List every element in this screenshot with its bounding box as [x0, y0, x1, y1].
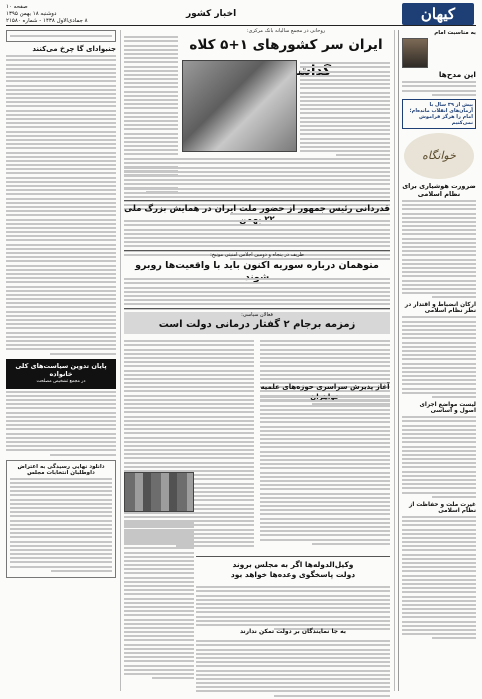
right-column	[398, 30, 476, 691]
story-4-headline: آغاز پذیرش سراسری حوزه‌های علمیه	[260, 383, 390, 391]
main-story-headline: ایران سر کشورهای ۱+۵ کلاه گذاشته	[189, 37, 383, 79]
section-title: اخبار کشور	[186, 9, 237, 19]
left-body-2	[6, 391, 116, 456]
story-3-body-1	[124, 338, 254, 550]
right-body-1	[402, 81, 476, 96]
masthead-logo: کیهان	[402, 3, 474, 25]
right-body-3	[402, 316, 476, 398]
column-rule-right	[394, 30, 395, 691]
left-banner: پایان تدوین سیاست‌های کلی خانواده در مجمع تشخیص مصلحت	[6, 359, 116, 389]
story-2-body	[124, 276, 390, 316]
story-5-body-2	[196, 584, 390, 632]
story-6-headline: به جا نمایندگان بر دولت تمکن ندارند	[239, 628, 347, 635]
right-kicker: به مناسبت امام	[434, 30, 476, 36]
story-4-body	[260, 394, 390, 547]
right-subhead-2: ارکان انضباط و اقتدار در نظر نظام اسلامی	[404, 302, 476, 315]
main-story-kicker: روحانی در مجمع سالیانه بانک مرکزی:	[246, 28, 326, 34]
column-logo: خوانگاه	[404, 133, 474, 179]
rule-4	[196, 556, 390, 557]
main-story-body-1	[300, 60, 390, 159]
right-body-5	[402, 516, 476, 639]
left-headline: جنبوادای گا چرخ می‌کنند	[32, 45, 116, 53]
left-bottom-box: دانلود نهایی رسیدگی به اعتراض داوطلبان انتخابات مجلس	[6, 460, 116, 579]
page-info: صفحه ۱۰ دوشنبه ۱۸ بهمن ۱۳۹۵ ۸ جمادی‌الاول ۱۴۳۸ - شماره ۲۱۵۸۰	[6, 4, 88, 24]
story-3-headline: زمزمه برجام ۲ گفتار درمانی دولت است	[158, 319, 356, 330]
story-6-body	[196, 638, 390, 699]
story-5-body-1	[124, 520, 194, 681]
right-subhead-4: غیرت ملت و حفاظت از نظام اسلامی	[409, 501, 476, 514]
right-body-2	[402, 200, 476, 298]
portrait-photo	[402, 38, 428, 68]
story-2-headline: متوهمان درباره سوریه اکنون باید با واقعیت‌ها روبرو	[135, 260, 379, 271]
right-quote-box: بیش از ۳۹ سال با آرمان‌های انقلاب مانده‌ام؛ امام را هرگز فراموش نمی‌کنیم	[402, 99, 476, 129]
column-rule-left	[120, 30, 121, 691]
main-story-photo	[182, 60, 297, 152]
left-column	[6, 30, 116, 691]
left-body-1	[6, 55, 116, 354]
story-1-headline: قدردانی رئیس جمهور از حضور ملت ایران در همایش بزرگ ملی	[124, 204, 390, 214]
page-header	[6, 4, 476, 26]
story-5-headline: وکیل‌الدوله‌ها اگر به مجلس بروند دولت پاسخگوی وعده‌ها خواهد بود	[230, 560, 356, 579]
right-headline: این مدح‌ها	[438, 70, 476, 79]
right-subhead: ضرورت هوشیاری برای نظام اسلامی	[402, 181, 476, 198]
story-photo-2	[124, 472, 194, 512]
right-body-4	[402, 416, 476, 498]
rule-1	[124, 200, 390, 201]
rule-3	[124, 308, 390, 309]
rule-2	[124, 250, 390, 251]
story-2-kicker: ظریف در پنجاه و دومین اجلاس امنیتی مونیخ:	[210, 252, 304, 258]
story-3-band: فعالان سیاسی: زمزمه برجام ۲ گفتار درمانی دولت است	[124, 312, 390, 334]
right-subhead-3: لیست مواضع اجرای اصول و اساسی	[419, 402, 476, 414]
left-top-box	[6, 30, 116, 42]
